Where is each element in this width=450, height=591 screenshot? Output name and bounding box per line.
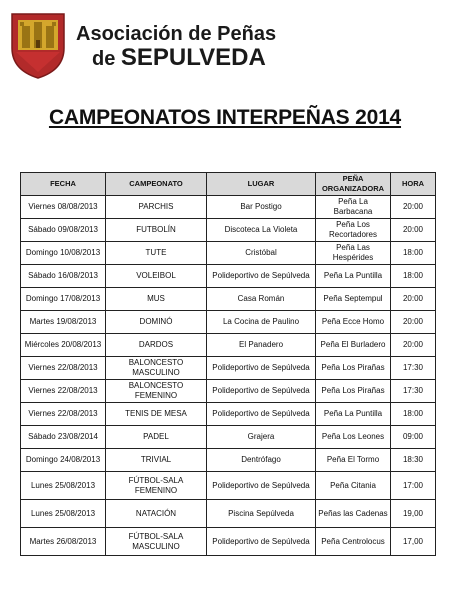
- cell-campeonato: NATACIÓN: [106, 500, 207, 528]
- cell-campeonato: DOMINÓ: [106, 311, 207, 334]
- cell-fecha: Domingo 24/08/2013: [21, 449, 106, 472]
- cell-pena: Peña Los Recortadores: [316, 219, 391, 242]
- cell-hora: 20:00: [391, 311, 436, 334]
- cell-lugar: Polideportivo de Sepúlveda: [207, 265, 316, 288]
- cell-fecha: Sábado 09/08/2013: [21, 219, 106, 242]
- cell-hora: 20:00: [391, 334, 436, 357]
- castle-shield-icon: [10, 12, 66, 80]
- org-line-1: Asociación de Peñas: [76, 23, 277, 45]
- cell-pena: Peña La Puntilla: [316, 403, 391, 426]
- table-row: [21, 449, 436, 472]
- table-row: [21, 472, 436, 500]
- table-row: [21, 288, 436, 311]
- cell-pena: Peña Los Leones: [316, 426, 391, 449]
- cell-pena: Peña Los Pirañas: [316, 357, 391, 380]
- cell-lugar: El Panadero: [207, 334, 316, 357]
- page-header: [10, 12, 440, 82]
- cell-lugar: Discoteca La Violeta: [207, 219, 316, 242]
- page-title: CAMPEONATOS INTERPEÑAS 2014: [48, 106, 402, 129]
- cell-campeonato: PADEL: [106, 426, 207, 449]
- cell-pena: Peña Septempul: [316, 288, 391, 311]
- cell-campeonato: FUTBOLÍN: [106, 219, 207, 242]
- cell-fecha: Domingo 17/08/2013: [21, 288, 106, 311]
- cell-lugar: Grajera: [207, 426, 316, 449]
- table-row: [21, 219, 436, 242]
- column-header-pena: PEÑA ORGANIZADORA: [316, 173, 391, 196]
- cell-campeonato: BALONCESTO MASCULINO: [106, 357, 207, 380]
- cell-hora: 17:30: [391, 357, 436, 380]
- cell-hora: 18:00: [391, 403, 436, 426]
- organization-name: [76, 22, 276, 71]
- cell-fecha: Lunes 25/08/2013: [21, 472, 106, 500]
- cell-fecha: Viernes 22/08/2013: [21, 357, 106, 380]
- cell-hora: 20:00: [391, 219, 436, 242]
- table-row: [21, 242, 436, 265]
- cell-lugar: Polideportivo de Sepúlveda: [207, 380, 316, 403]
- cell-hora: 17:00: [391, 472, 436, 500]
- cell-hora: 20:00: [391, 288, 436, 311]
- cell-fecha: Domingo 10/08/2013: [21, 242, 106, 265]
- cell-pena: Peña Centrolocus: [316, 528, 391, 556]
- cell-pena: Peña Citania: [316, 472, 391, 500]
- cell-fecha: Sábado 23/08/2014: [21, 426, 106, 449]
- cell-campeonato: FÚTBOL-SALA FEMENINO: [106, 472, 207, 500]
- cell-hora: 19,00: [391, 500, 436, 528]
- cell-campeonato: DARDOS: [106, 334, 207, 357]
- table-row: [21, 265, 436, 288]
- column-header-fecha: FECHA: [21, 173, 106, 196]
- schedule-table: [20, 172, 436, 556]
- cell-lugar: Polideportivo de Sepúlveda: [207, 528, 316, 556]
- table-row: [21, 196, 436, 219]
- org-line-2: [76, 46, 276, 71]
- table-row: [21, 380, 436, 403]
- table-row: [21, 311, 436, 334]
- table-row: [21, 528, 436, 556]
- cell-lugar: Casa Román: [207, 288, 316, 311]
- cell-lugar: Polideportivo de Sepúlveda: [207, 357, 316, 380]
- cell-lugar: Piscina Sepúlveda: [207, 500, 316, 528]
- cell-hora: 18:00: [391, 242, 436, 265]
- table-row: [21, 334, 436, 357]
- cell-fecha: Viernes 22/08/2013: [21, 403, 106, 426]
- table-row: [21, 357, 436, 380]
- cell-fecha: Miércoles 20/08/2013: [21, 334, 106, 357]
- cell-pena: Peña El Burladero: [316, 334, 391, 357]
- cell-hora: 20:00: [391, 196, 436, 219]
- cell-hora: 17:30: [391, 380, 436, 403]
- column-header-hora: HORA: [391, 173, 436, 196]
- cell-hora: 18:30: [391, 449, 436, 472]
- cell-campeonato: PARCHIS: [106, 196, 207, 219]
- table-row: [21, 500, 436, 528]
- cell-fecha: Lunes 25/08/2013: [21, 500, 106, 528]
- table-header-row: [21, 173, 436, 196]
- column-header-campeonato: CAMPEONATO: [106, 173, 207, 196]
- cell-campeonato: TUTE: [106, 242, 207, 265]
- cell-pena: Peña Las Hespérides: [316, 242, 391, 265]
- cell-lugar: Polideportivo de Sepúlveda: [207, 472, 316, 500]
- cell-pena: Peña Ecce Homo: [316, 311, 391, 334]
- cell-pena: Peña El Tormo: [316, 449, 391, 472]
- cell-lugar: Polideportivo de Sepúlveda: [207, 403, 316, 426]
- cell-fecha: Viernes 08/08/2013: [21, 196, 106, 219]
- org-line-2-prefix: de: [92, 48, 116, 70]
- org-line-2-name: SEPULVEDA: [120, 44, 266, 71]
- cell-hora: 18:00: [391, 265, 436, 288]
- cell-pena: Peña Los Pirañas: [316, 380, 391, 403]
- cell-pena: Peña La Puntilla: [316, 265, 391, 288]
- cell-lugar: Bar Postigo: [207, 196, 316, 219]
- cell-lugar: La Cocina de Paulino: [207, 311, 316, 334]
- cell-campeonato: VOLEIBOL: [106, 265, 207, 288]
- cell-campeonato: TRIVIAL: [106, 449, 207, 472]
- cell-fecha: Martes 26/08/2013: [21, 528, 106, 556]
- cell-pena: Peñas las Cadenas: [316, 500, 391, 528]
- cell-campeonato: TENIS DE MESA: [106, 403, 207, 426]
- cell-lugar: Dentrófago: [207, 449, 316, 472]
- cell-hora: 17,00: [391, 528, 436, 556]
- table-row: [21, 426, 436, 449]
- cell-campeonato: FÚTBOL-SALA MASCULINO: [106, 528, 207, 556]
- cell-fecha: Viernes 22/08/2013: [21, 380, 106, 403]
- column-header-lugar: LUGAR: [207, 173, 316, 196]
- cell-fecha: Sábado 16/08/2013: [21, 265, 106, 288]
- cell-hora: 09:00: [391, 426, 436, 449]
- cell-campeonato: BALONCESTO FEMENINO: [106, 380, 207, 403]
- cell-fecha: Martes 19/08/2013: [21, 311, 106, 334]
- cell-campeonato: MUS: [106, 288, 207, 311]
- cell-lugar: Cristóbal: [207, 242, 316, 265]
- cell-pena: Peña La Barbacana: [316, 196, 391, 219]
- table-row: [21, 403, 436, 426]
